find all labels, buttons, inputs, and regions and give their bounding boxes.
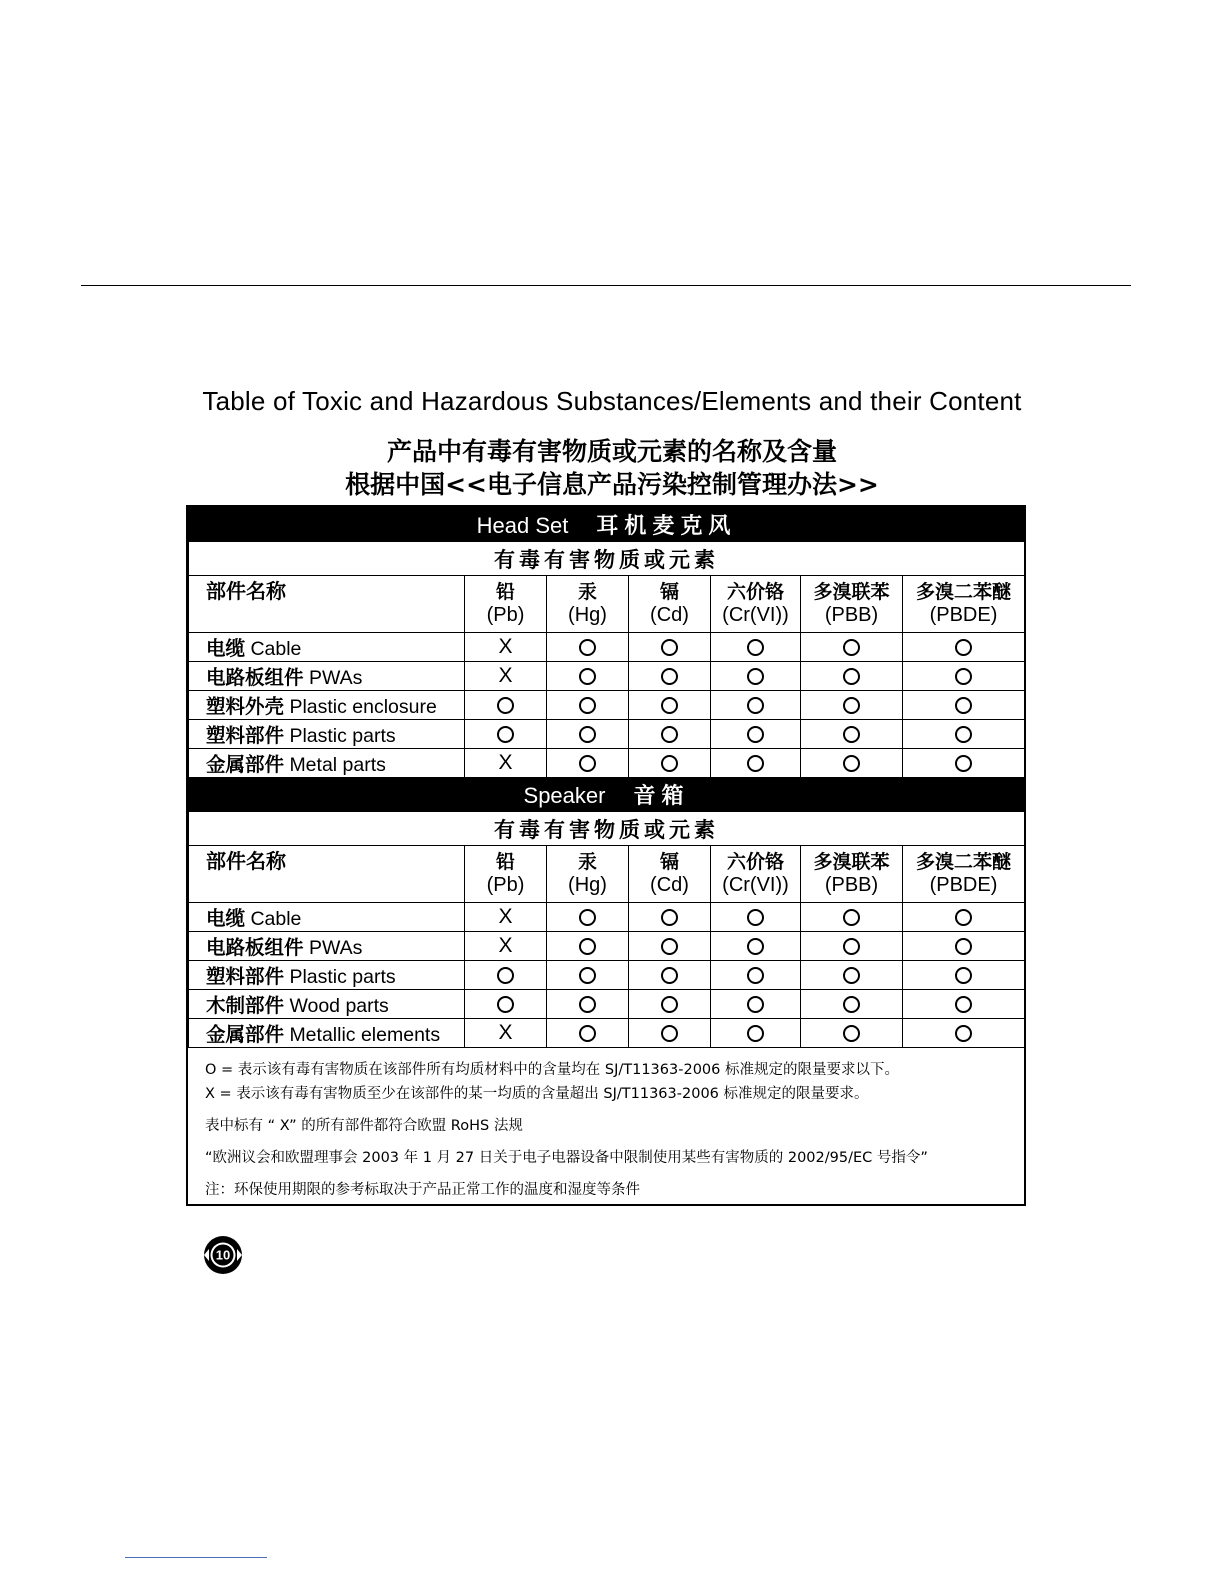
mark-cell bbox=[465, 691, 547, 720]
mark-cell bbox=[903, 932, 1025, 961]
mark-cell bbox=[547, 720, 629, 749]
mark-circle bbox=[579, 909, 596, 926]
mark-circle bbox=[843, 668, 860, 685]
part-name-cn: 金属部件 bbox=[206, 753, 285, 776]
title-chinese-line1: 产品中有毒有害物质或元素的名称及含量 bbox=[386, 437, 837, 466]
mark-cell bbox=[547, 633, 629, 662]
table-row bbox=[189, 990, 1025, 1019]
part-name-en: Metal parts bbox=[289, 754, 386, 776]
substance-symbol: (Pb) bbox=[486, 604, 525, 626]
epup-logo-icon bbox=[202, 1234, 244, 1276]
mark-cell bbox=[903, 1019, 1025, 1048]
mark-circle bbox=[955, 1025, 972, 1042]
substance-symbol: (PBB) bbox=[824, 874, 879, 896]
mark-cell bbox=[711, 691, 801, 720]
mark-cell bbox=[801, 903, 903, 932]
substances-subheader: 有毒有害物质或元素 bbox=[189, 542, 1025, 576]
substance-name-cn: 六价铬 bbox=[726, 581, 784, 603]
mark-circle bbox=[955, 909, 972, 926]
mark-circle bbox=[747, 697, 764, 714]
part-name-en: Plastic enclosure bbox=[289, 696, 437, 718]
substances-subheader: 有毒有害物质或元素 bbox=[189, 812, 1025, 846]
part-name-cell bbox=[189, 990, 465, 1019]
mark-x: X bbox=[498, 1021, 513, 1044]
mark-circle bbox=[497, 697, 514, 714]
part-name-cn: 塑料外壳 bbox=[206, 695, 285, 718]
mark-cell bbox=[801, 990, 903, 1019]
substances-table bbox=[188, 507, 1025, 1048]
substance-symbol: (Cd) bbox=[650, 604, 689, 626]
mark-cell bbox=[465, 903, 547, 932]
section-name-en: Head Set bbox=[476, 513, 569, 538]
mark-circle bbox=[747, 967, 764, 984]
mark-circle bbox=[661, 996, 678, 1013]
column-header-row bbox=[189, 846, 1025, 903]
mark-circle bbox=[843, 938, 860, 955]
substance-name-cn: 多溴二苯醚 bbox=[915, 851, 1011, 873]
part-name-cell bbox=[189, 691, 465, 720]
part-name-cell bbox=[189, 720, 465, 749]
mark-circle bbox=[661, 938, 678, 955]
mark-circle bbox=[955, 938, 972, 955]
mark-circle bbox=[579, 938, 596, 955]
section-title bbox=[189, 778, 1025, 812]
mark-cell bbox=[711, 720, 801, 749]
mark-cell bbox=[629, 691, 711, 720]
note-epup: 注：环保使用期限的参考标取决于产品正常工作的温度和湿度等条件 bbox=[205, 1182, 640, 1198]
mark-circle bbox=[661, 668, 678, 685]
mark-cell bbox=[903, 720, 1025, 749]
mark-circle bbox=[747, 909, 764, 926]
mark-cell bbox=[801, 633, 903, 662]
substance-name-cn: 镉 bbox=[659, 851, 679, 873]
mark-cell bbox=[903, 662, 1025, 691]
mark-x: X bbox=[498, 635, 513, 658]
mark-cell bbox=[629, 662, 711, 691]
substance-column-header bbox=[801, 576, 903, 633]
mark-circle bbox=[843, 967, 860, 984]
mark-circle bbox=[747, 996, 764, 1013]
substance-column-header bbox=[629, 846, 711, 903]
substance-symbol: (Cr(VI)) bbox=[722, 604, 789, 626]
title-english: Table of Toxic and Hazardous Substances/Elements and their Content bbox=[202, 386, 1022, 416]
substance-symbol: (Hg) bbox=[568, 874, 607, 896]
part-name-en: Plastic parts bbox=[289, 725, 396, 747]
mark-circle bbox=[497, 967, 514, 984]
mark-cell bbox=[629, 720, 711, 749]
substance-name-cn: 多溴联苯 bbox=[813, 851, 890, 873]
epup-logo-number: 10 bbox=[215, 1247, 231, 1263]
note-o: O = 表示该有毒有害物质在该部件所有均质材料中的含量均在 SJ/T11363-2006 标准规定的限量要求以下。 bbox=[205, 1062, 899, 1078]
part-name-cell bbox=[189, 932, 465, 961]
substances-subheader-row bbox=[189, 542, 1025, 576]
mark-cell bbox=[711, 903, 801, 932]
mark-cell bbox=[903, 691, 1025, 720]
mark-circle bbox=[955, 668, 972, 685]
mark-circle bbox=[747, 639, 764, 656]
substance-name-cn: 镉 bbox=[659, 581, 679, 603]
substance-column-header bbox=[465, 576, 547, 633]
part-name-cell bbox=[189, 1019, 465, 1048]
mark-circle bbox=[843, 697, 860, 714]
table-row bbox=[189, 633, 1025, 662]
mark-cell bbox=[629, 990, 711, 1019]
mark-circle bbox=[661, 697, 678, 714]
mark-cell bbox=[547, 961, 629, 990]
mark-circle bbox=[661, 755, 678, 772]
mark-circle bbox=[955, 639, 972, 656]
part-name-cell bbox=[189, 749, 465, 778]
mark-circle bbox=[747, 1025, 764, 1042]
mark-cell bbox=[629, 903, 711, 932]
mark-cell bbox=[465, 932, 547, 961]
table-row bbox=[189, 932, 1025, 961]
mark-circle bbox=[843, 755, 860, 772]
mark-cell bbox=[465, 662, 547, 691]
mark-cell bbox=[547, 1019, 629, 1048]
mark-x: X bbox=[498, 905, 513, 928]
mark-circle bbox=[843, 639, 860, 656]
substance-name-cn: 多溴联苯 bbox=[813, 581, 890, 603]
mark-circle bbox=[747, 938, 764, 955]
mark-cell bbox=[711, 1019, 801, 1048]
substance-column-header bbox=[903, 576, 1025, 633]
part-name-cn: 电缆 bbox=[206, 637, 246, 660]
mark-cell bbox=[547, 903, 629, 932]
note-x: X = 表示该有毒有害物质至少在该部件的某一均质的含量超出 SJ/T11363-2006 标准规定的限量要求。 bbox=[205, 1086, 869, 1102]
mark-cell bbox=[547, 990, 629, 1019]
mark-cell bbox=[903, 633, 1025, 662]
mark-cell bbox=[629, 1019, 711, 1048]
substances-table-frame bbox=[186, 505, 1026, 1206]
substance-column-header bbox=[465, 846, 547, 903]
mark-circle bbox=[579, 1025, 596, 1042]
mark-circle bbox=[955, 967, 972, 984]
mark-cell bbox=[547, 749, 629, 778]
mark-circle bbox=[843, 726, 860, 743]
mark-cell bbox=[465, 720, 547, 749]
part-name-en: PWAs bbox=[308, 667, 363, 689]
substance-column-header bbox=[903, 846, 1025, 903]
table-row bbox=[189, 720, 1025, 749]
section-name-en: Speaker bbox=[523, 783, 606, 808]
mark-circle bbox=[843, 909, 860, 926]
mark-cell bbox=[547, 662, 629, 691]
table-row bbox=[189, 961, 1025, 990]
mark-cell bbox=[629, 633, 711, 662]
substance-column-header bbox=[711, 846, 801, 903]
table-row bbox=[189, 1019, 1025, 1048]
mark-circle bbox=[661, 1025, 678, 1042]
mark-circle bbox=[579, 639, 596, 656]
substance-symbol: (PBDE) bbox=[929, 874, 998, 896]
part-name-cell bbox=[189, 903, 465, 932]
substance-name-cn: 多溴二苯醚 bbox=[915, 581, 1011, 603]
part-name-cn: 电缆 bbox=[206, 907, 246, 930]
substance-symbol: (Hg) bbox=[568, 604, 607, 626]
mark-x: X bbox=[498, 934, 513, 957]
mark-cell bbox=[801, 932, 903, 961]
part-name-header: 部件名称 bbox=[189, 576, 465, 633]
substance-name-cn: 六价铬 bbox=[726, 851, 784, 873]
substance-column-header bbox=[711, 576, 801, 633]
table-body bbox=[189, 508, 1025, 1048]
mark-cell bbox=[903, 961, 1025, 990]
mark-circle bbox=[955, 726, 972, 743]
mark-circle bbox=[579, 668, 596, 685]
mark-cell bbox=[711, 932, 801, 961]
substance-symbol: (PBDE) bbox=[929, 604, 998, 626]
substance-column-header bbox=[547, 846, 629, 903]
table-row bbox=[189, 691, 1025, 720]
table-row bbox=[189, 749, 1025, 778]
mark-cell bbox=[903, 749, 1025, 778]
mark-circle bbox=[579, 755, 596, 772]
mark-cell bbox=[547, 691, 629, 720]
part-name-en: Wood parts bbox=[289, 995, 389, 1017]
substance-column-header bbox=[547, 576, 629, 633]
title-chinese-line2: 根据中国<<电子信息产品污染控制管理办法>> bbox=[345, 470, 879, 499]
mark-cell bbox=[629, 961, 711, 990]
part-name-header: 部件名称 bbox=[189, 846, 465, 903]
part-name-en: Cable bbox=[250, 908, 302, 930]
mark-circle bbox=[579, 697, 596, 714]
mark-cell bbox=[711, 749, 801, 778]
mark-cell bbox=[903, 903, 1025, 932]
mark-circle bbox=[579, 967, 596, 984]
mark-cell bbox=[711, 961, 801, 990]
mark-circle bbox=[661, 726, 678, 743]
mark-circle bbox=[579, 726, 596, 743]
part-name-cell bbox=[189, 961, 465, 990]
part-name-cn: 木制部件 bbox=[206, 994, 285, 1017]
part-name-en: Metallic elements bbox=[289, 1024, 441, 1046]
substance-symbol: (Pb) bbox=[486, 874, 525, 896]
note-directive: “欧洲议会和欧盟理事会 2003 年 1 月 27 日关于电子电器设备中限制使用某些有害物质的 2002/95/EC 号指令” bbox=[205, 1150, 928, 1166]
top-divider bbox=[81, 285, 1131, 286]
mark-circle bbox=[661, 967, 678, 984]
note-rohs: 表中标有 “ X” 的所有部件都符合欧盟 RoHS 法规 bbox=[205, 1118, 523, 1134]
mark-cell bbox=[547, 932, 629, 961]
column-header-row bbox=[189, 576, 1025, 633]
section-header-bar bbox=[189, 508, 1025, 542]
part-name-en: Plastic parts bbox=[289, 966, 396, 988]
part-name-cn: 金属部件 bbox=[206, 1023, 285, 1046]
mark-circle bbox=[661, 909, 678, 926]
section-header-bar bbox=[189, 778, 1025, 812]
part-name-cell bbox=[189, 633, 465, 662]
mark-circle bbox=[843, 1025, 860, 1042]
mark-cell bbox=[801, 1019, 903, 1048]
part-name-cn: 塑料部件 bbox=[206, 724, 285, 747]
mark-circle bbox=[955, 755, 972, 772]
mark-cell bbox=[711, 990, 801, 1019]
substance-column-header bbox=[629, 576, 711, 633]
mark-circle bbox=[661, 639, 678, 656]
part-name-cn: 电路板组件 bbox=[206, 936, 304, 959]
notes-block bbox=[188, 1048, 1024, 1198]
mark-cell bbox=[629, 749, 711, 778]
part-name-en: PWAs bbox=[308, 937, 363, 959]
section-title bbox=[189, 508, 1025, 542]
mark-cell bbox=[801, 749, 903, 778]
mark-circle bbox=[497, 726, 514, 743]
substance-name-cn: 铅 bbox=[495, 581, 515, 603]
substance-symbol: (PBB) bbox=[824, 604, 879, 626]
section-name-cn: 耳机麦克风 bbox=[596, 514, 737, 539]
part-name-cn: 电路板组件 bbox=[206, 666, 304, 689]
mark-x: X bbox=[498, 664, 513, 687]
part-name-cell bbox=[189, 662, 465, 691]
substance-symbol: (Cd) bbox=[650, 874, 689, 896]
mark-cell bbox=[711, 633, 801, 662]
mark-cell bbox=[801, 720, 903, 749]
mark-circle bbox=[747, 755, 764, 772]
mark-circle bbox=[747, 668, 764, 685]
table-row bbox=[189, 903, 1025, 932]
part-name-cn: 塑料部件 bbox=[206, 965, 285, 988]
section-name-cn: 音箱 bbox=[633, 784, 690, 809]
mark-cell bbox=[801, 662, 903, 691]
mark-circle bbox=[955, 996, 972, 1013]
mark-cell bbox=[629, 932, 711, 961]
epup-10-year-logo bbox=[202, 1234, 244, 1276]
mark-cell bbox=[801, 961, 903, 990]
mark-cell bbox=[465, 633, 547, 662]
mark-circle bbox=[955, 697, 972, 714]
mark-cell bbox=[465, 749, 547, 778]
mark-cell bbox=[711, 662, 801, 691]
mark-circle bbox=[747, 726, 764, 743]
substance-name-cn: 汞 bbox=[577, 851, 597, 873]
mark-cell bbox=[801, 691, 903, 720]
mark-cell bbox=[465, 990, 547, 1019]
mark-cell bbox=[465, 1019, 547, 1048]
substance-symbol: (Cr(VI)) bbox=[722, 874, 789, 896]
mark-circle bbox=[843, 996, 860, 1013]
mark-cell bbox=[903, 990, 1025, 1019]
substances-subheader-row bbox=[189, 812, 1025, 846]
mark-cell bbox=[465, 961, 547, 990]
part-name-en: Cable bbox=[250, 638, 302, 660]
bottom-link-rule bbox=[125, 1557, 267, 1558]
mark-circle bbox=[579, 996, 596, 1013]
substance-column-header bbox=[801, 846, 903, 903]
substance-name-cn: 铅 bbox=[495, 851, 515, 873]
mark-circle bbox=[497, 996, 514, 1013]
substance-name-cn: 汞 bbox=[577, 581, 597, 603]
mark-x: X bbox=[498, 751, 513, 774]
table-row bbox=[189, 662, 1025, 691]
